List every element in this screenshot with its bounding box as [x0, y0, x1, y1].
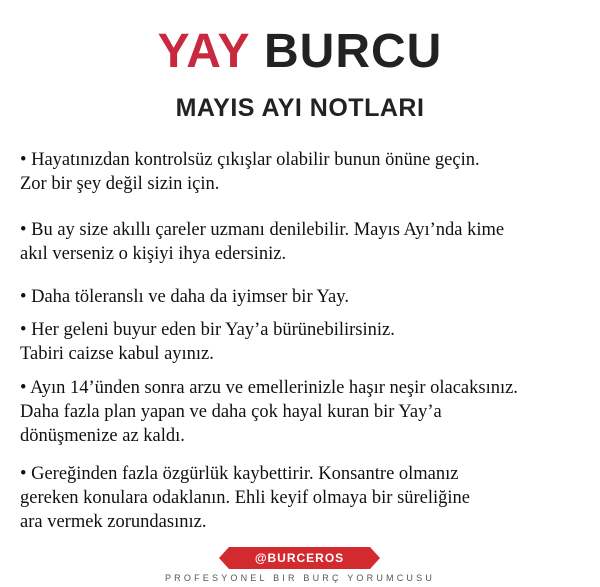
note-1: [20, 148, 595, 196]
note-6-line-2: gereken konulara odaklanın. Ehli keyif olmaya bir süreliğine: [20, 488, 471, 508]
note-4: [20, 318, 595, 366]
note-2: [20, 218, 595, 266]
page-title: [0, 26, 600, 78]
note-6: [20, 462, 595, 534]
note-6-line-3: ara vermek zorundasınız.: [20, 512, 207, 532]
brand-badge: @BURCEROS: [229, 547, 370, 569]
note-5: [20, 376, 595, 448]
note-3-line-1: • Daha töleranslı ve daha da iyimser bir Yay.: [20, 287, 349, 307]
note-4-line-2: Tabiri caizse kabul ayınız.: [20, 344, 214, 364]
note-1-line-2: Zor bir şey değil sizin için.: [20, 174, 220, 194]
title-word-burcu: BURCU: [264, 25, 443, 78]
note-6-line-1: • Gereğinden fazla özgürlük kaybettirir. Konsantre olmanız: [20, 464, 459, 484]
page-subtitle: MAYIS AYI NOTLARI: [175, 94, 425, 122]
note-4-line-1: • Her geleni buyur eden bir Yay’a bürünebilirsiniz.: [20, 320, 395, 340]
note-2-line-1: • Bu ay size akıllı çareler uzmanı denilebilir. Mayıs Ayı’nda kime: [20, 220, 505, 240]
title-word-yay: YAY: [157, 25, 250, 78]
note-2-line-2: akıl verseniz o kişiyi ihya edersiniz.: [20, 244, 287, 264]
note-3: [20, 285, 595, 309]
note-5-line-1: • Ayın 14’ünden sonra arzu ve emellerinizle haşır neşir olacaksınız.: [20, 378, 518, 398]
note-5-line-2: Daha fazla plan yapan ve daha çok hayal kuran bir Yay’a: [20, 402, 442, 422]
brand-tagline: PROFESYONEL BIR BURÇ YORUMCUSU: [164, 573, 436, 583]
note-5-line-3: dönüşmenize az kaldı.: [20, 426, 185, 446]
note-1-line-1: • Hayatınızdan kontrolsüz çıkışlar olabilir bunun önüne geçin.: [20, 150, 480, 170]
